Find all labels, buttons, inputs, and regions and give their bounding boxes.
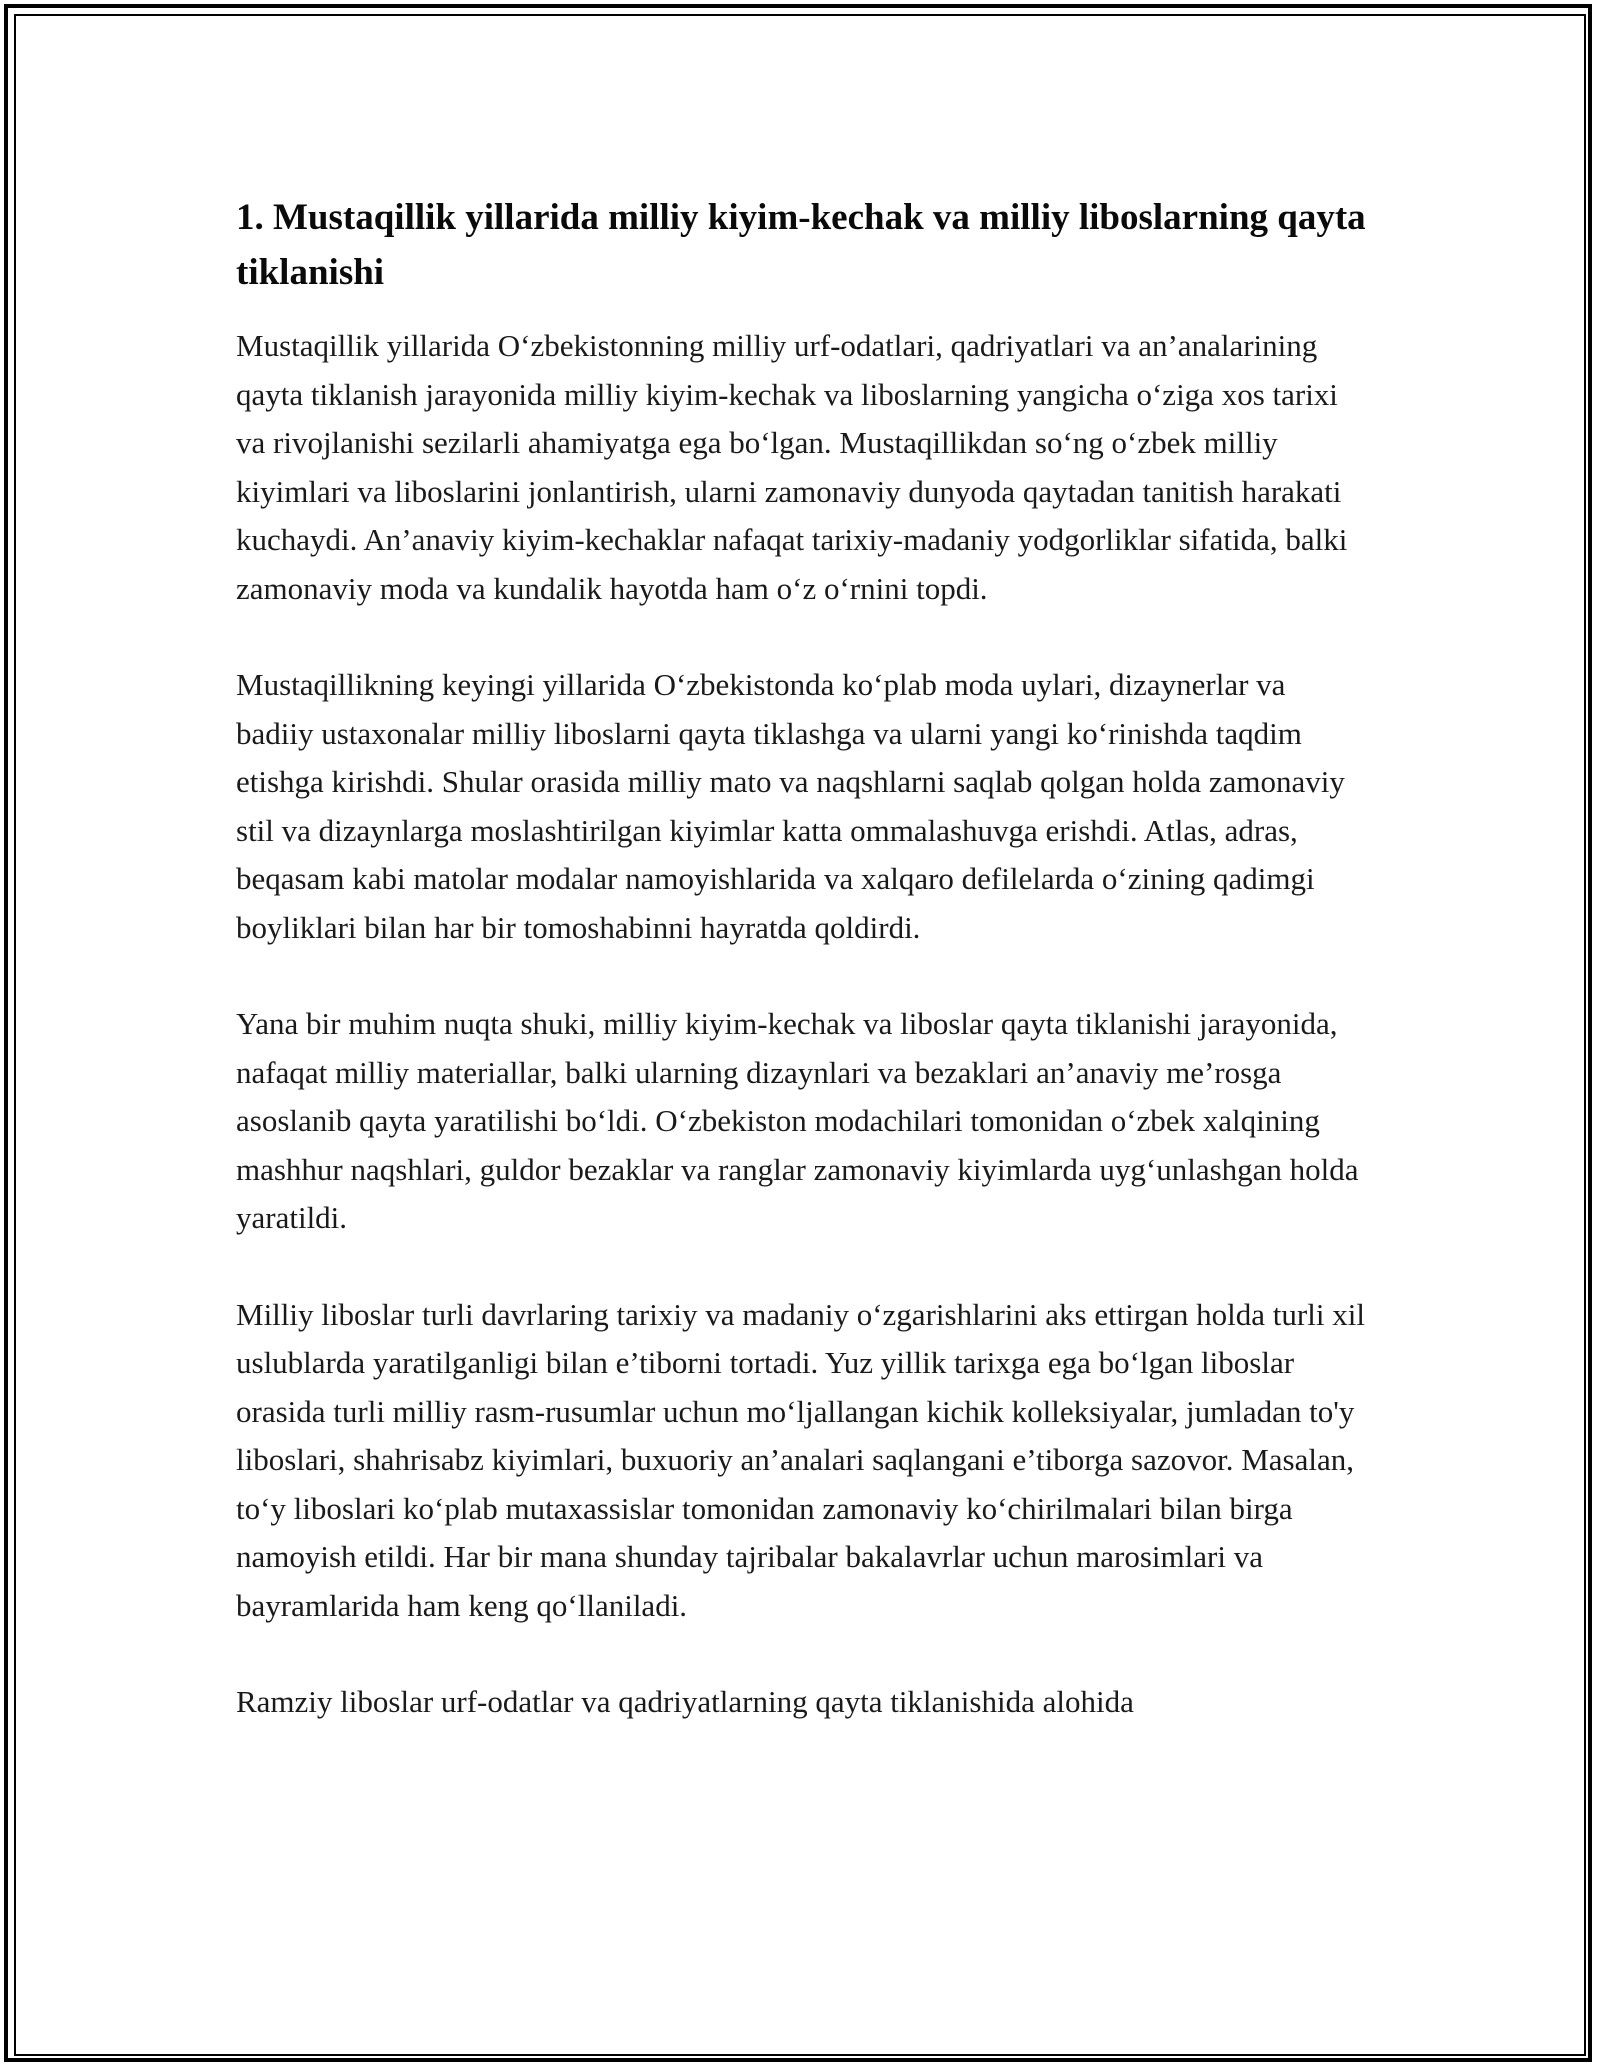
document-body: [236, 190, 1366, 1775]
paragraph-5: Ramziy liboslar urf-odatlar va qadriyatlarning qayta tiklanishida alohida: [236, 1684, 1134, 1719]
paragraph-2: Mustaqillikning keyingi yillarida O‘zbekistonda ko‘plab moda uylari, dizaynerlar va badiiy ustaxonalar milliy liboslarni qayta tiklashga va ularni yangi ko‘rinishda taqdim etishga kirishdi. Shular orasida milliy mato va naqshlarni saqlab qolgan holda zamonaviy stil va dizaynlarga moslashtirilgan kiyimlar katta ommalashuvga erishdi. Atlas, adras, beqasam kabi matolar modalar namoyishlarida va xalqaro defilelarda o‘zining qadimgi boyliklari bilan har bir tomoshabinni hayratda qoldirdi.: [236, 667, 1345, 945]
section-heading: 1. Mustaqillik yillarida milliy kiyim-kechak va milliy liboslarning qayta tiklanishi: [236, 197, 1366, 293]
paragraph-1: Mustaqillik yillarida O‘zbekistonning milliy urf-odatlari, qadriyatlari va an’analarining qayta tiklanish jarayonida milliy kiyim-kechak va liboslarning yangicha o‘ziga xos tarixi va rivojlanishi sezilarli ahamiyatga ega bo‘lgan. Mustaqillikdan so‘ng o‘zbek milliy kiyimlari va liboslarini jonlantirish, ularni zamonaviy dunyoda qaytadan tanitish harakati kuchaydi. An’anaviy kiyim-kechaklar nafaqat tarixiy-madaniy yodgorliklar sifatida, balki zamonaviy moda va kundalik hayotda ham o‘z o‘rnini topdi.: [236, 328, 1348, 606]
paragraph-4: Milliy liboslar turli davrlaring tarixiy va madaniy o‘zgarishlarini aks ettirgan holda turli xil uslublarda yaratilganligi bilan e’tiborni tortadi. Yuz yillik tarixga ega bo‘lgan liboslar orasida turli milliy rasm-rusumlar uchun mo‘ljallangan kichik kolleksiyalar, jumladan to'y liboslari, shahrisabz kiyimlari, buxuoriy an’analari saqlangani e’tiborga sazovor. Masalan, to‘y liboslari ko‘plab mutaxassislar tomonidan zamonaviy ko‘chirilmalari bilan birga namoyish etildi. Har bir mana shunday tajribalar bakalavrlar uchun marosimlari va bayramlarida ham keng qo‘llaniladi.: [236, 1296, 1365, 1623]
paragraph-3: Yana bir muhim nuqta shuki, milliy kiyim-kechak va liboslar qayta tiklanishi jarayonida, nafaqat milliy materiallar, balki ularning dizaynlari va bezaklari an’anaviy me’rosga asoslanib qayta yaratilishi bo‘ldi. O‘zbekiston modachilari tomonidan o‘zbek xalqining mashhur naqshlari, guldor bezaklar va ranglar zamonaviy kiyimlarda uyg‘unlashgan holda yaratildi.: [236, 1006, 1359, 1235]
